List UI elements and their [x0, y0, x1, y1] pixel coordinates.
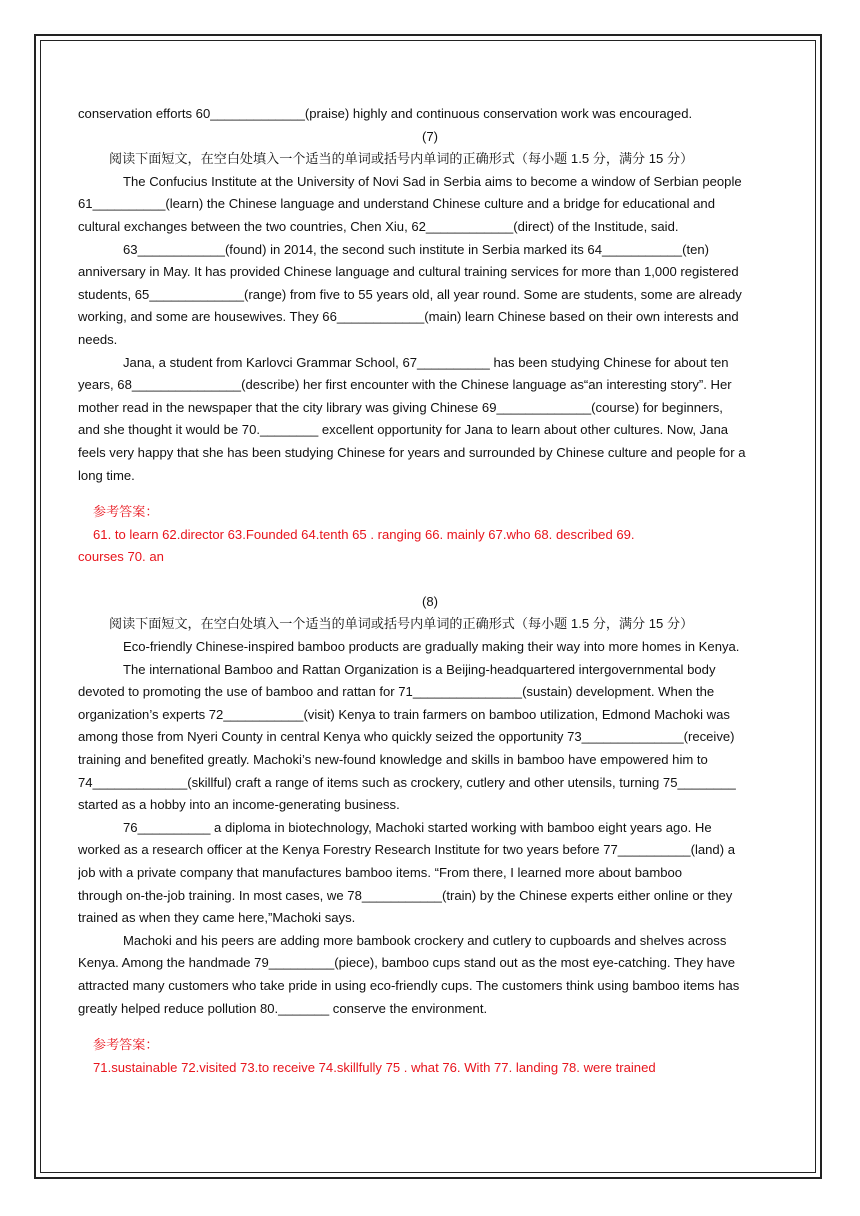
text-line: The Confucius Institute at the University of Novi Sad in Serbia aims to become a window of Serbian people: [123, 173, 742, 189]
text-line: 74_____________(skillful) craft a range of items such as crockery, cutlery and other utensils, turning 75________: [78, 774, 736, 790]
text-line: 76__________ a diploma in biotechnology, Machoki started working with bamboo eight years ago. He: [123, 819, 712, 835]
text-line: 61__________(learn) the Chinese language and understand Chinese culture and a bridge for educational and: [78, 196, 715, 212]
text-line: working, and some are housewives. They 66____________(main) learn Chinese based on their own interests and: [78, 309, 739, 325]
text-line: Kenya. Among the handmade 79_________(piece), bamboo cups stand out as the most eye-catching. They have: [78, 955, 736, 971]
text-line: started as a hobby into an income-generating business.: [78, 797, 400, 813]
text-line: greatly helped reduce pollution 80._______ conserve the environment.: [78, 1000, 488, 1016]
section-7-answer-label: 参考答案：: [93, 504, 159, 520]
text-line: students, 65_____________(range) from five to 55 years old, all year round. Some are students, some are already: [78, 286, 742, 302]
text-line: and she thought it would be 70.________ excellent opportunity for Jana to learn about other cultures. Now, Jana: [78, 422, 729, 438]
text-line: through on-the-job training. In most cases, we 78___________(train) by the Chinese experts either online or they: [78, 887, 733, 903]
text-line: conservation efforts 60_____________(praise) highly and continuous conservation work was encouraged.: [78, 106, 693, 121]
text-line: trained as when they came here,”Machoki says.: [78, 910, 356, 926]
text-line: Machoki and his peers are adding more bambook crockery and cutlery to cupboards and shelves across: [123, 932, 727, 948]
section-8-instruction: 阅读下面短文，在空白处填入一个适当的单词或括号内单词的正确形式（每小题 1.5 分，满分 15 分）: [109, 616, 694, 632]
text-line: needs.: [78, 331, 118, 347]
text-line: anniversary in May. It has provided Chinese language and cultural training services for more than 1,000 registered: [78, 264, 739, 280]
text-line: job with a private company that manufactures bamboo items. “From there, I learned more about bamboo: [78, 865, 683, 880]
spacer: [78, 569, 782, 591]
document-body: [78, 103, 782, 1079]
section-7-answers: 61. to learn 62.director 63.Founded 64.tenth 65 . ranging 66. mainly 67.who 68. described 69.: [93, 526, 635, 542]
section-8-passage: [78, 636, 782, 1020]
text-line: feels very happy that she has been studying Chinese for years and surrounded by Chinese culture and people for a: [78, 444, 746, 460]
section-8-number: (8): [421, 593, 438, 609]
text-line: mother read in the newspaper that the city library was giving Chinese 69_____________(course) for beginners,: [78, 399, 723, 415]
text-line: long time.: [78, 467, 135, 483]
text-line: training and benefited greatly. Machoki’s new-found knowledge and skills in bamboo have empowered him to: [78, 752, 708, 768]
text-line: Eco-friendly Chinese-inspired bamboo products are gradually making their way into more homes in Kenya.: [123, 639, 740, 655]
text-line: years, 68_______________(describe) her first encounter with the Chinese language as“an interesting story”. Her: [78, 377, 732, 393]
section-7-instruction: 阅读下面短文，在空白处填入一个适当的单词或括号内单词的正确形式（每小题 1.5 分，满分 15 分）: [109, 151, 694, 167]
section-8-answers: 71.sustainable 72.visited 73.to receive 74.skillfully 75 . what 76. With 77. landing 78. were trained: [93, 1059, 656, 1075]
text-line: cultural exchanges between the two countries, Chen Xiu, 62____________(direct) of the Institude, said.: [78, 218, 679, 234]
text-line: worked as a research officer at the Kenya Forestry Research Institute for two years before 77__________(land) a: [78, 842, 735, 858]
text-line: The international Bamboo and Rattan Organization is a Beijing-headquartered intergovernmental body: [123, 661, 716, 677]
section-7-passage: [78, 171, 782, 487]
text-line: among those from Nyeri County in central Kenya who quickly seized the opportunity 73______________(receive): [78, 729, 735, 745]
text-line: Jana, a student from Karlovci Grammar School, 67__________ has been studying Chinese for about ten: [123, 354, 729, 370]
section-7-number: (7): [421, 128, 438, 144]
text-line: organization’s experts 72___________(visit) Kenya to train farmers on bamboo utilization, Edmond Machoki was: [78, 706, 730, 722]
text-line: devoted to promoting the use of bamboo and rattan for 71_______________(sustain) development. When the: [78, 684, 715, 700]
section-7-answers: courses 70. an: [78, 549, 164, 565]
section-8-answer-label: 参考答案：: [93, 1037, 159, 1053]
text-line: attracted many customers who take pride in using eco-friendly cups. The customers think using bamboo items has: [78, 977, 740, 993]
text-line: 63____________(found) in 2014, the second such institute in Serbia marked its 64___________(ten): [123, 241, 710, 257]
